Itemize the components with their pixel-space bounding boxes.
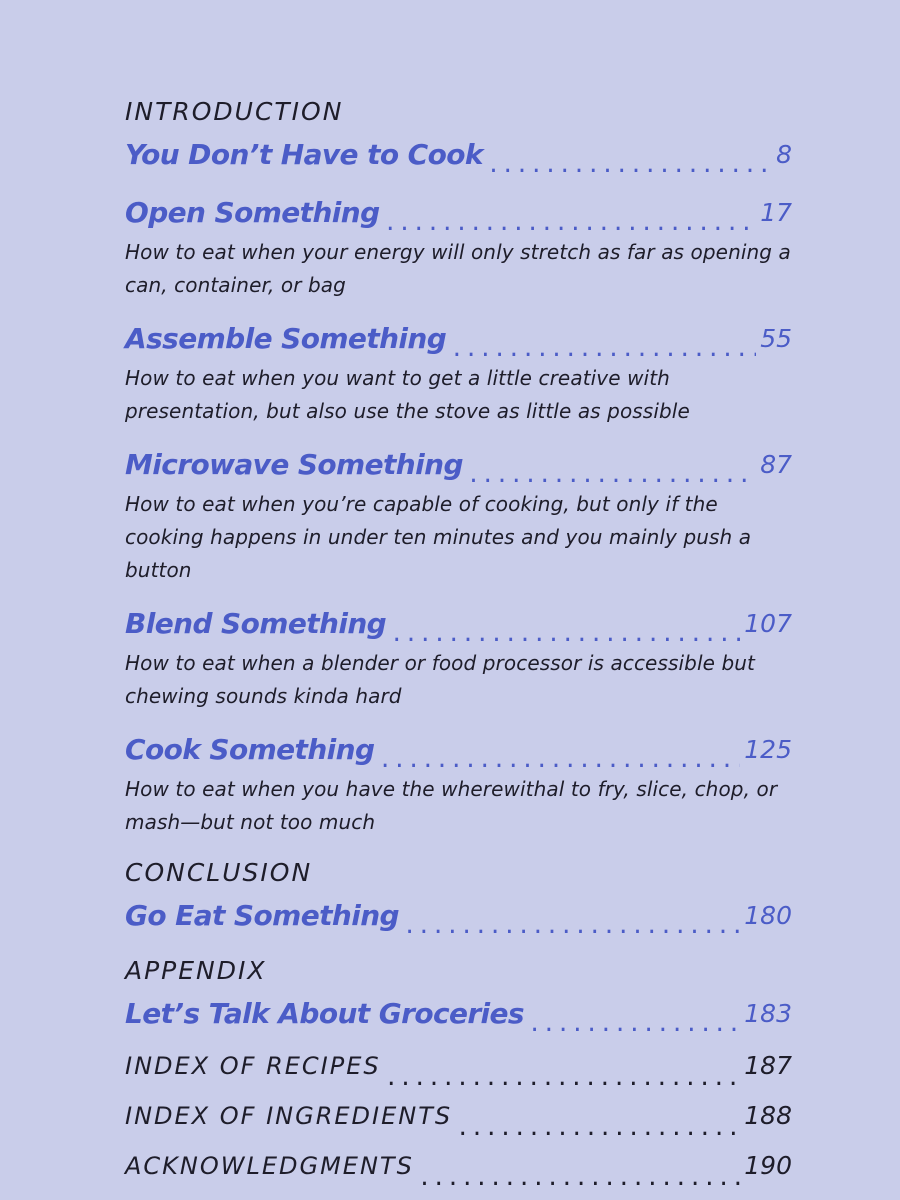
dot-leader bbox=[467, 458, 756, 488]
dot-leader bbox=[378, 743, 740, 773]
entry-title: Let’s Talk About Groceries bbox=[125, 997, 524, 1030]
entry-title: Go Eat Something bbox=[125, 899, 399, 932]
toc-entry-blend-something[interactable] bbox=[125, 601, 792, 647]
dot-leader bbox=[450, 332, 756, 362]
page-number: 188 bbox=[744, 1101, 792, 1130]
entry-title: INDEX OF RECIPES bbox=[125, 1052, 381, 1080]
page-number: 125 bbox=[744, 735, 792, 764]
table-of-contents bbox=[125, 92, 792, 1191]
chapter-title: Microwave Something bbox=[125, 448, 463, 481]
chapter-description: How to eat when your energy will only stretch as far as opening a can, container, or bag bbox=[125, 240, 791, 297]
chapter-title: Assemble Something bbox=[125, 322, 447, 355]
dot-leader bbox=[403, 909, 740, 939]
dot-leader bbox=[385, 1061, 741, 1091]
toc-entry-open-something[interactable] bbox=[125, 190, 792, 236]
chapter-description: How to eat when a blender or food processor is accessible but chewing sounds kinda hard bbox=[125, 651, 755, 708]
entry-title: INDEX OF INGREDIENTS bbox=[125, 1102, 453, 1130]
page-number: 87 bbox=[760, 450, 792, 479]
page-number: 17 bbox=[760, 198, 792, 227]
page-number: 8 bbox=[776, 140, 792, 169]
chapter-description: How to eat when you want to get a little creative with presentation, but also use the stove as little as possible bbox=[125, 366, 690, 423]
dot-leader bbox=[418, 1161, 740, 1191]
page-number: 107 bbox=[744, 609, 792, 638]
dot-leader bbox=[487, 148, 772, 178]
dot-leader bbox=[528, 1007, 740, 1037]
introduction-label: INTRODUCTION bbox=[125, 97, 344, 126]
conclusion-label: CONCLUSION bbox=[125, 858, 313, 887]
entry-title: ACKNOWLEDGMENTS bbox=[125, 1152, 414, 1180]
toc-entry-acknowledgments[interactable] bbox=[125, 1141, 792, 1191]
appendix-label: APPENDIX bbox=[125, 956, 267, 985]
chapter-title: Cook Something bbox=[125, 733, 375, 766]
chapter-description: How to eat when you’re capable of cooking, but only if the cooking happens in under ten minutes and you mainly push a button bbox=[125, 492, 752, 582]
dot-leader bbox=[384, 206, 757, 236]
chapter-title: Blend Something bbox=[125, 607, 387, 640]
toc-entry-index-of-ingredients[interactable] bbox=[125, 1091, 792, 1141]
toc-entry-cook-something[interactable] bbox=[125, 727, 792, 773]
toc-entry-microwave-something[interactable] bbox=[125, 442, 792, 488]
page-number: 55 bbox=[760, 324, 792, 353]
entry-title: You Don’t Have to Cook bbox=[125, 138, 483, 171]
toc-entry-go-eat-something[interactable] bbox=[125, 893, 792, 939]
toc-entry-groceries[interactable] bbox=[125, 991, 792, 1037]
dot-leader bbox=[390, 617, 740, 647]
dot-leader bbox=[456, 1111, 740, 1141]
page-number: 190 bbox=[744, 1151, 792, 1180]
chapter-description: How to eat when you have the wherewithal to fry, slice, chop, or mash—but not too much bbox=[125, 777, 778, 834]
toc-entry-assemble-something[interactable] bbox=[125, 316, 792, 362]
chapter-title: Open Something bbox=[125, 196, 380, 229]
toc-entry-index-of-recipes[interactable] bbox=[125, 1041, 792, 1091]
page-number: 183 bbox=[744, 999, 792, 1028]
page-number: 180 bbox=[744, 901, 792, 930]
page-number: 187 bbox=[744, 1051, 792, 1080]
toc-entry-introduction[interactable] bbox=[125, 132, 792, 178]
